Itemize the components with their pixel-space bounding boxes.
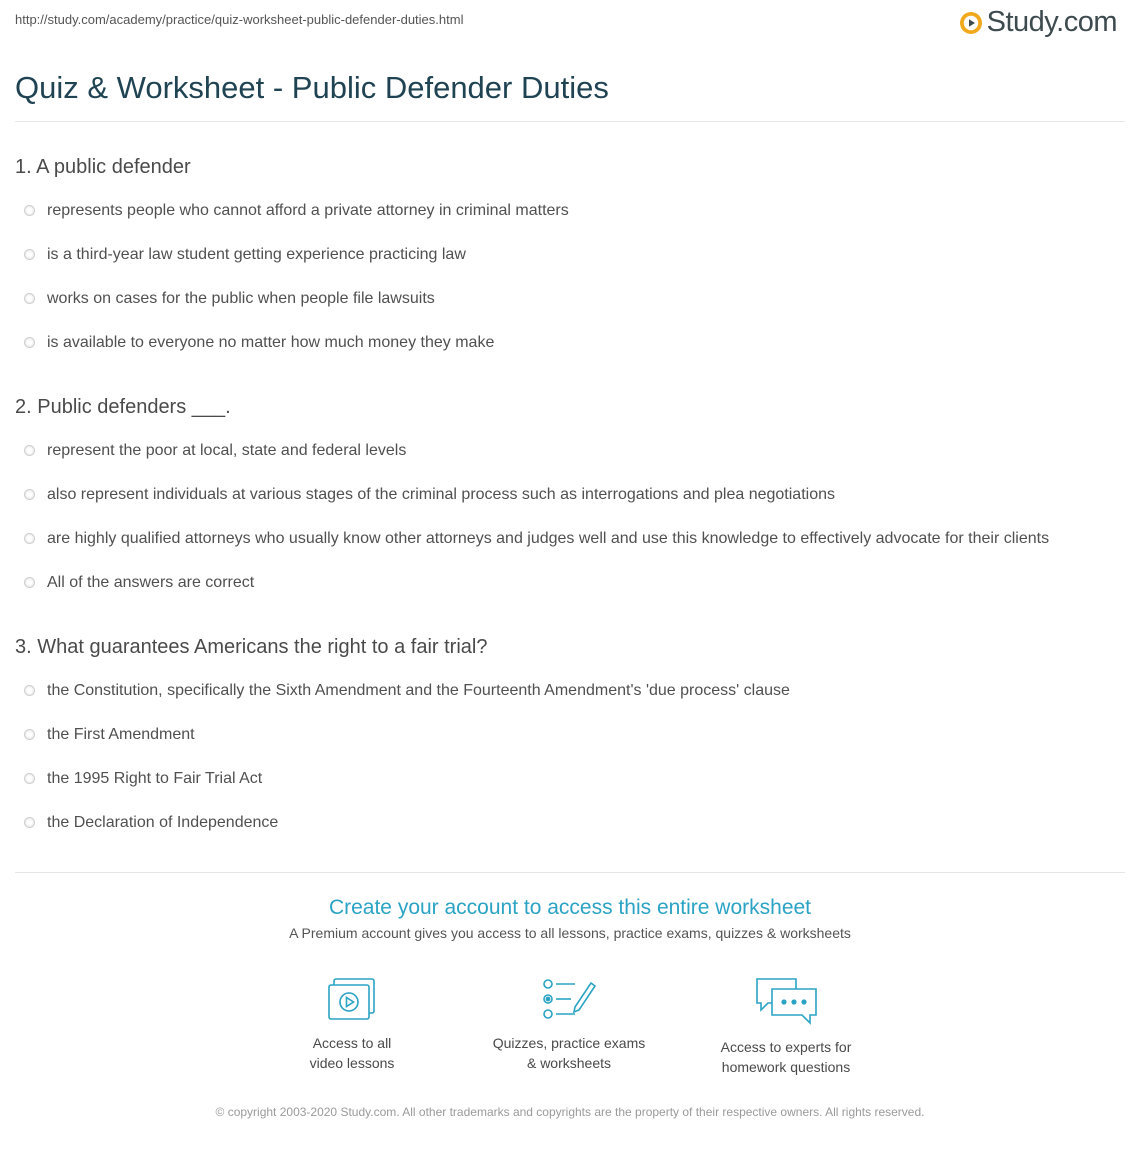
signup-cta — [15, 893, 1125, 943]
answer-option[interactable] — [15, 277, 1125, 321]
radio-button[interactable] — [24, 445, 35, 456]
feature-label: homework questions — [721, 1059, 851, 1075]
answer-list — [15, 669, 1125, 845]
answer-text: represent the poor at local, state and federal levels — [47, 442, 407, 459]
answer-text: the 1995 Right to Fair Trial Act — [47, 770, 263, 787]
radio-button[interactable] — [24, 773, 35, 784]
quiz-checklist-icon — [541, 975, 597, 1023]
feature-video-lessons — [252, 975, 452, 1073]
feature-label: Access to all — [312, 1035, 392, 1051]
radio-button[interactable] — [24, 577, 35, 588]
chat-experts-icon — [754, 975, 818, 1027]
question-2 — [15, 395, 1125, 605]
answer-text: represents people who cannot afford a private attorney in criminal matters — [47, 202, 569, 219]
answer-option[interactable] — [15, 473, 1125, 517]
premium-features — [0, 975, 1140, 1085]
play-logo-icon — [959, 11, 983, 35]
radio-button[interactable] — [24, 293, 35, 304]
footer-copyright: © copyright 2003-2020 Study.com. All other trademarks and copyrights are the property of their respective owners. All rights reserved. — [215, 1105, 925, 1119]
page-url: http://study.com/academy/practice/quiz-worksheet-public-defender-duties.html — [15, 12, 464, 27]
answer-option[interactable] — [15, 713, 1125, 757]
feature-label: & worksheets — [526, 1055, 612, 1071]
radio-button[interactable] — [24, 337, 35, 348]
answer-list — [15, 429, 1125, 605]
answer-option[interactable] — [15, 233, 1125, 277]
answer-text: All of the answers are correct — [47, 574, 255, 591]
answer-text: works on cases for the public when people file lawsuits — [47, 290, 435, 307]
radio-button[interactable] — [24, 533, 35, 544]
feature-label: Access to experts for — [720, 1039, 852, 1055]
answer-list — [15, 189, 1125, 365]
answer-option[interactable] — [15, 561, 1125, 605]
answer-option[interactable] — [15, 321, 1125, 365]
cta-subtitle: A Premium account gives you access to all lessons, practice exams, quizzes & worksheets — [289, 925, 851, 941]
answer-text: are highly qualified attorneys who usually know other attorneys and judges well and use this knowledge to effectively advocate for their clients — [47, 530, 1050, 547]
feature-experts — [686, 975, 886, 1077]
answer-option[interactable] — [15, 517, 1125, 561]
answer-text: the Constitution, specifically the Sixth Amendment and the Fourteenth Amendment's 'due process' clause — [47, 682, 790, 699]
answer-option[interactable] — [15, 801, 1125, 845]
answer-text: the Declaration of Independence — [47, 814, 279, 831]
answer-text: is available to everyone no matter how much money they make — [47, 334, 495, 351]
question-text: 1. A public defender — [15, 156, 191, 178]
feature-label: Quizzes, practice exams — [492, 1035, 646, 1051]
logo-text: Study.com — [986, 6, 1117, 38]
radio-button[interactable] — [24, 729, 35, 740]
title-divider — [15, 121, 1125, 122]
radio-button[interactable] — [24, 685, 35, 696]
answer-text: the First Amendment — [47, 726, 195, 743]
radio-button[interactable] — [24, 249, 35, 260]
video-lessons-icon — [326, 975, 378, 1023]
question-1 — [15, 155, 1125, 365]
feature-quizzes — [469, 975, 669, 1073]
answer-text: also represent individuals at various stages of the criminal process such as interrogations and plea negotiations — [47, 486, 835, 503]
study-logo[interactable] — [959, 6, 1117, 39]
cta-link[interactable]: Create your account to access this entire worksheet — [328, 896, 812, 919]
feature-label: video lessons — [309, 1055, 395, 1071]
question-3 — [15, 635, 1125, 845]
radio-button[interactable] — [24, 817, 35, 828]
answer-option[interactable] — [15, 669, 1125, 713]
top-bar — [15, 0, 1125, 44]
answer-text: is a third-year law student getting experience practicing law — [47, 246, 466, 263]
radio-button[interactable] — [24, 489, 35, 500]
answer-option[interactable] — [15, 757, 1125, 801]
question-text: 2. Public defenders ___. — [15, 396, 231, 418]
cta-divider — [15, 872, 1125, 873]
question-text: 3. What guarantees Americans the right to a fair trial? — [15, 636, 488, 658]
answer-option[interactable] — [15, 189, 1125, 233]
page-title: Quiz & Worksheet - Public Defender Duties — [15, 70, 609, 105]
radio-button[interactable] — [24, 205, 35, 216]
answer-option[interactable] — [15, 429, 1125, 473]
